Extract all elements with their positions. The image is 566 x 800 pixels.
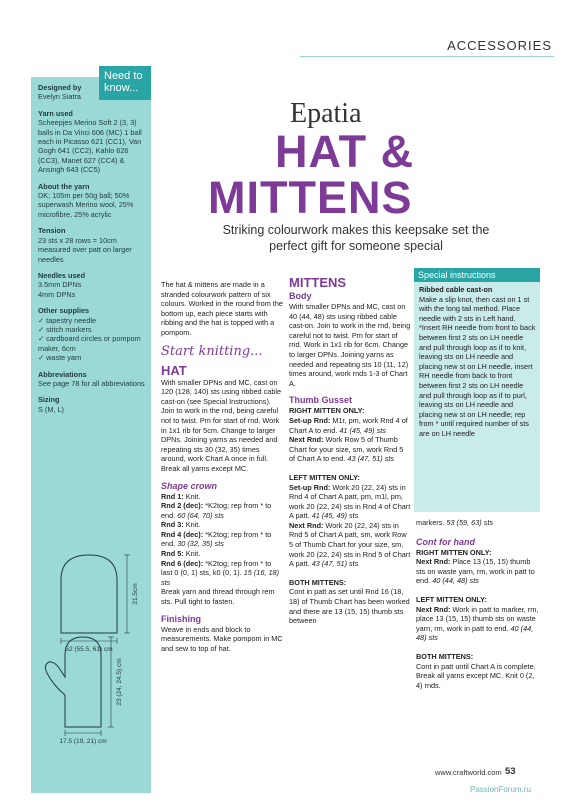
right-next-round: Next Rnd: Work Row 5 of Thumb Chart for your size, sm, work Rnd 5 of Chart A to end. 43 (47, 51) sts: [289, 435, 404, 464]
needles-item: 4mm DPNs: [38, 289, 76, 299]
body-instructions: With smaller DPNs and MC, cast on 40 (44, 48) sts using ribbed cable cast-on. Join to work in the rnd, being careful not to twist. Pm for start of rnd. Work in 1x1 rib for 6cm. Change to larger DPNs. Joining yarns as needed and repeating sts 10 (11, 12) times around, work rnds 1-3 of Chart A.: [289, 302, 411, 388]
sidebar-content: [38, 83, 146, 414]
left-mitten-heading: LEFT MITTEN ONLY:: [416, 594, 487, 604]
abbreviations-text: See page 78 for all abbreviations: [38, 378, 145, 388]
both-mittens-heading: BOTH MITTENS:: [289, 577, 347, 587]
right-setup-round: Set-up Rnd: M1r, pm, work Rnd 4 of Chart A to end. 41 (45, 49) sts: [289, 415, 408, 435]
mitten-height-label: 23 (24, 24.5) cm: [116, 658, 123, 706]
title-epatia: Epatia: [290, 98, 362, 129]
hat-width-label: 52 (55.5, 61) cm: [65, 646, 113, 653]
other-supplies-heading: Other supplies: [38, 306, 90, 316]
tension-heading: Tension: [38, 226, 66, 236]
special-instructions-heading: Special instructions: [414, 268, 540, 282]
watermark: PassionForum.ru: [470, 785, 531, 794]
ribbed-cast-on-text: Make a slip knot, then cast on 1 st with the long tail method. Place needle with 2 sts in Left hand. *Insert RH needle from front to back between first 2 sts on LH needle and pull through loop as if to knit, leaving sts on LH needle and placing new st on LH needle, insert RH needle from back to front between first 2 sts on LH needle and pull through loop as if to purl, leaving sts on LH needle and placing new st on LH needle; rep from * until required number of sts are on LH needle: [419, 294, 536, 438]
column-3: [416, 518, 539, 690]
designed-by-heading: Designed by: [38, 83, 82, 92]
supplies-item: ✓ cardboard circles or pompom maker, 6cm: [38, 334, 146, 353]
thumb-gusset-heading: Thumb Gusset: [289, 395, 353, 406]
footer-url: www.craftworld.com: [435, 768, 502, 777]
round-1: Rnd 1: Knit.: [161, 491, 201, 501]
left-hand-round: Next Rnd: Work in patt to marker, rm, place 13 (15, 15) thumb sts on waste yarn, rm, work in patt to end. 40 (44, 48) sts: [416, 604, 539, 643]
schematic-diagram: [31, 545, 151, 745]
round-4: Rnd 4 (dec): *K2tog; rep from * to end. 30 (32, 35) sts: [161, 529, 272, 549]
both-mittens-text: Cont in patt as set until Rnd 16 (18, 18) of Thumb Chart has been worked and there are 13 (15, 15) thumb sts between: [289, 587, 410, 626]
start-knitting-heading: Start knitting...: [161, 343, 263, 359]
body-heading: Body: [289, 291, 312, 301]
yarn-text: Scheepjes Merino Soft 2 (3, 3) balls in Da Vinci 606 (MC) 1 ball each in Picasso 621 (CC1), Van Gogh 641 (CC2), Kahlo 626 (CC3), Manet 627 (CC4) & Ansingh 643 (CC5): [38, 118, 142, 175]
supplies-item: ✓ tapestry needle: [38, 316, 146, 325]
right-mitten-heading: RIGHT MITTEN ONLY:: [416, 547, 492, 557]
about-yarn-heading: About the yarn: [38, 181, 90, 191]
both-mittens-heading: BOTH MITTENS:: [416, 651, 474, 661]
about-yarn-text: DK; 105m per 50g ball; 50% superwash Merino wool, 25% microfibre, 25% acrylic: [38, 191, 134, 219]
section-header: ACCESSORIES: [447, 38, 552, 53]
title-hat: HAT &: [275, 126, 415, 177]
hat-outline: [61, 555, 117, 633]
yarn-heading: Yarn used: [38, 108, 73, 118]
shape-crown-heading: Shape crown: [161, 480, 218, 491]
supplies-item: ✓ waste yarn: [38, 353, 146, 362]
sizing-text: S (M, L): [38, 404, 64, 414]
mitten-width-label: 17.5 (19, 21) cm: [59, 738, 107, 745]
round-2: Rnd 2 (dec): *K2tog; rep from * to end. 60 (64, 70) sts: [161, 501, 272, 520]
hat-heading: HAT: [161, 362, 187, 378]
round-6: Rnd 6 (dec): *K2tog; rep from * to last 0 (0, 1) sts, k0 (0, 1). 15 (16, 18) sts: [161, 558, 280, 587]
left-next-round: Next Rnd: Work 20 (22, 24) sts in Rnd 5 of Chart A patt, sm, work Row 5 of Thumb Chart for your size, sm, work 20 (22, 24) sts in Rnd 5 of Chart A patt. 43 (47, 51) sts: [289, 520, 411, 569]
needles-item: 3.5mm DPNs: [38, 280, 82, 290]
special-instructions-body: [419, 285, 537, 439]
designer-name: Evelyn Siatra: [38, 92, 81, 102]
hat-height-label: 21.5cm: [132, 583, 139, 605]
cont-for-hand-heading: Cont for hand: [416, 536, 475, 547]
right-mitten-heading: RIGHT MITTEN ONLY:: [289, 406, 365, 416]
intro-text: The hat & mittens are made in a stranded colourwork pattern of six colours. Worked in the round from the bottom up, each piece starts with ribbing and the hat is topped with a pompom.: [161, 280, 283, 337]
left-setup-round: Set-up Rnd: Work 20 (22, 24) sts in Rnd 4 of Chart A patt, pm, m1l, pm, work 20 (22, 24) sts in Rnd 4 of Chart A patt. 41 (45, 49) sts: [289, 482, 411, 521]
page-number: 53: [505, 766, 516, 777]
supplies-item: ✓ stitch markers: [38, 325, 146, 334]
subtitle: Striking colourwork makes this keepsake set the perfect gift for someone special: [222, 223, 490, 253]
both-mittens-text: Cont in patt until Chart A is complete. Break all yarns except MC. Knit 0 (2, 4) rnds.: [416, 661, 536, 690]
tension-text: 23 sts x 28 rows = 10cm measured over patt on larger needles: [38, 235, 132, 264]
hat-instructions: With smaller DPNs and MC, cast on 120 (128, 140) sts using ribbed cable cast-on (see Special Instructions). Join to work in the rnd, being careful not to twist. Pm for start of rnd. Work in 1x1 rib for 5cm. Change to larger DPNs. Joining yarns as needed and repeating sts 30 (32, 35) times around, work Chart A once in full. Break all yarns except MC.: [161, 377, 282, 473]
round-5: Rnd 5: Knit.: [161, 549, 201, 559]
needles-heading: Needles used: [38, 270, 86, 280]
left-mitten-heading: LEFT MITTEN ONLY:: [289, 472, 360, 482]
need-to-know-tab: Need to know...: [99, 66, 151, 100]
finishing-heading: Finishing: [161, 613, 201, 624]
title-mittens: MITTENS: [208, 172, 413, 223]
abbreviations-heading: Abbreviations: [38, 369, 87, 379]
break-yarn-text: Break yarn and thread through rem sts. Pull tight to fasten.: [161, 587, 275, 607]
supplies-list: [38, 316, 146, 363]
right-hand-round: Next Rnd: Place 13 (15, 15) thumb sts on waste yarn, rm, work in patt to end. 40 (44, 48) sts: [416, 557, 535, 586]
markers-text: markers. 53 (59, 63) sts: [416, 518, 494, 527]
header-rule: [300, 56, 554, 57]
finishing-text: Weave in ends and block to measurements. Make pompom in MC and sew to top of hat.: [161, 624, 283, 653]
mittens-heading: MITTENS: [289, 275, 347, 290]
column-1: [161, 280, 283, 653]
sizing-heading: Sizing: [38, 395, 60, 405]
column-2: [289, 275, 411, 626]
ribbed-cast-on-heading: Ribbed cable cast-on: [419, 285, 493, 294]
round-3: Rnd 3: Knit.: [161, 520, 201, 530]
